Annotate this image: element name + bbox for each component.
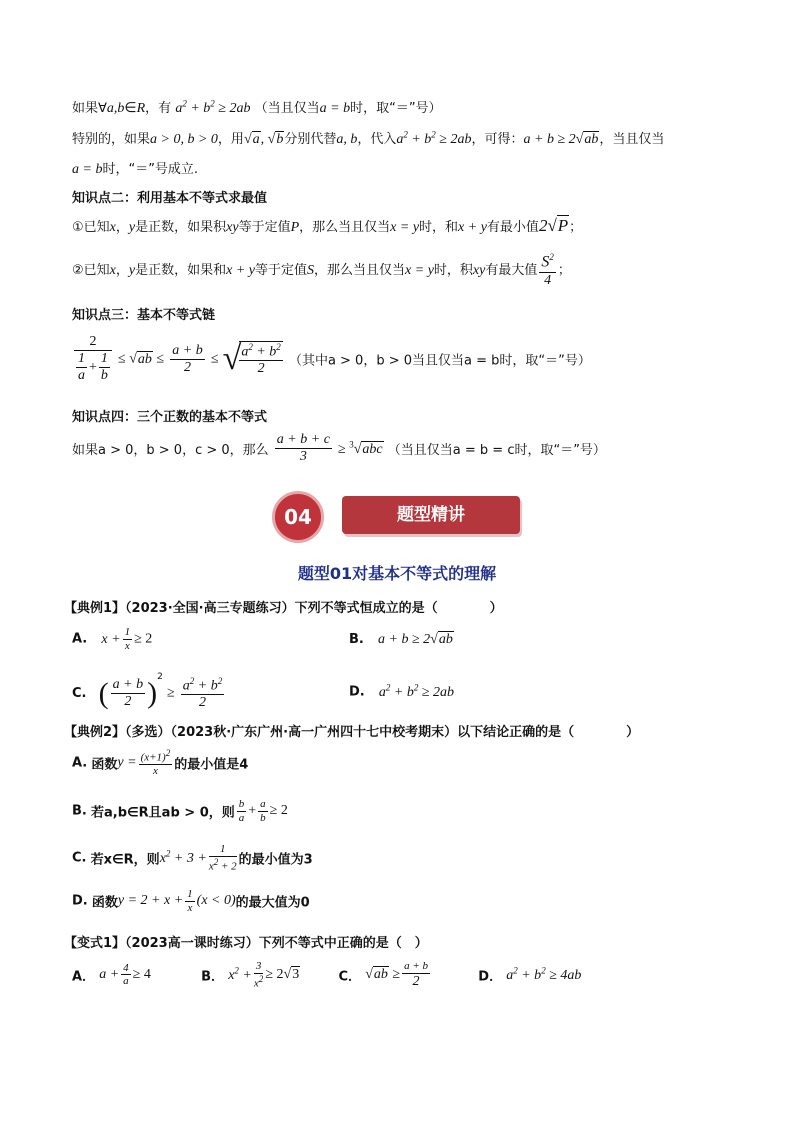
text: （当且仅当a = b = c时，取“＝”号） (387, 443, 606, 459)
math: xy (226, 220, 239, 235)
text: 是正数，如果积 (135, 220, 227, 235)
kp2-item-1 (72, 216, 582, 236)
text: ，当且仅当 (599, 132, 665, 147)
math: y (128, 262, 136, 278)
example-1-option-b (349, 632, 454, 648)
text: 若a,b∈R且ab > 0，则 (91, 805, 235, 821)
math: ≥ 2 (134, 631, 153, 647)
fraction: $\frac{a}{b}$ (260, 798, 266, 824)
example-1-option-d (349, 682, 454, 701)
fraction: $\frac{(x+1)^2}{x}$ (140, 748, 171, 778)
variant-1-options: A． a + $\frac{4}{a}$ ≥ 4 B． $x^2$ + $\frac{3}{x^2}$ ≥ 2√3 C． √ab ≥ $\frac{a + b}{2}$ D． $a^2 + b^2 \ge 4ab$ (72, 960, 582, 990)
text: ，那么当且仅当 (314, 262, 406, 278)
math: x + (101, 631, 121, 647)
section-title: 题型01对基本不等式的理解 (297, 564, 497, 583)
fraction: $\frac{b}{a}$ (238, 798, 245, 824)
math: √a, √b (243, 132, 284, 147)
math: a = b (319, 101, 351, 116)
math: x + y (226, 262, 255, 278)
text: 特别的，如果 (72, 132, 151, 147)
fraction: $\frac{4}{a}$ (123, 961, 129, 988)
example-1-option-c: C. ( $\frac{a + b}{2}$ )$^2$ ≥ $\frac{a^2 + b^2}{2}$ (72, 672, 223, 711)
fraction: $\frac{a^2 + b^2}{2}$ (241, 341, 281, 377)
text: 等于定值 (255, 262, 308, 278)
math: ≥ $^3$√abc (338, 439, 383, 457)
variant-1-header: 【变式1】（2023高一课时练习）下列不等式中正确的是（ ） (64, 936, 428, 951)
fraction: $\frac{1}{x^2 + 2}$ (208, 843, 237, 873)
text: ， (115, 262, 129, 278)
math: y = 2 + x + (117, 893, 184, 909)
text: 时，积 (433, 262, 473, 278)
paren: ( (98, 676, 109, 710)
kp2-item-2 (72, 252, 571, 289)
text: 的最大值为0 (235, 895, 310, 911)
kp2-heading: 知识点二：利用基本不等式求最值 (72, 191, 268, 206)
math: ≤ (210, 351, 219, 367)
text: 如果∀ (72, 101, 107, 116)
math: a = b (72, 162, 103, 177)
math: a + (99, 966, 120, 982)
option-label: D. (349, 684, 365, 700)
option-label: D. (72, 893, 88, 909)
math: y = (117, 754, 137, 770)
text: ，代入 (357, 132, 397, 147)
text: ，可得： (471, 132, 524, 147)
math: 2√P (538, 216, 569, 235)
fraction: $\frac{a + b}{2}$ (172, 342, 203, 375)
math: x = y (405, 262, 434, 278)
math: $a^2 + b^2 \ge 2ab$ (396, 129, 472, 147)
example-2-option-c (72, 843, 313, 873)
text: ，那么当且仅当 (299, 220, 391, 235)
text: 时，取“＝”号） (350, 101, 442, 116)
option-label: B. (72, 803, 87, 819)
kp3-chain (72, 334, 591, 384)
option-label: A． (72, 969, 96, 985)
text: 是正数，如果和 (135, 262, 227, 278)
math: $a^2 + b^2 \ge 4ab$ (506, 965, 582, 984)
intro-line-3 (72, 158, 198, 178)
section-number-badge: 04 (272, 491, 324, 543)
fraction: $\frac{1}{x}$ (187, 888, 193, 914)
math: x (109, 220, 116, 235)
fraction: $\frac{a + b + c}{3}$ (276, 432, 330, 465)
text: 函数 (91, 757, 118, 773)
text: 的最小值是4 (174, 757, 249, 773)
math: a > 0, b > 0 (150, 132, 218, 147)
text: ； (569, 220, 583, 235)
fraction: $\frac{1}{x}$ (124, 626, 131, 652)
kp3-heading: 知识点三：基本不等式链 (72, 308, 216, 323)
math: $x^2$ + (228, 965, 252, 984)
math: $a^2 + b^2 \ge 2ab$ (175, 98, 251, 116)
example-2-option-b: B. 若a,b∈R且ab > 0，则 $\frac{b}{a}$ + $\frac{a}{b}$ ≥ 2 (72, 798, 288, 824)
example-2-header: 【典例2】（多选）（2023秋·广东广州·高一广州四十七中校考期末）以下结论正确的是（ ） (64, 725, 640, 740)
option-label: A. (72, 631, 88, 647)
math: x + y (458, 220, 487, 235)
text: ②已知 (72, 262, 110, 278)
sqrt-sign: √ (222, 340, 242, 378)
math: xy (472, 262, 486, 278)
text: 的最小值为3 (238, 852, 313, 868)
text: ，有 (145, 101, 172, 116)
math: a + b ≥ 2√ab (523, 132, 599, 147)
math: ≤ √ab ≤ (118, 351, 165, 367)
text: 时，“＝”号成立. (102, 162, 199, 177)
kp4-line (72, 432, 606, 465)
math: R (136, 101, 146, 116)
text: 若x∈R，则 (90, 852, 160, 868)
kp4-heading: 知识点四：三个正数的基本不等式 (72, 410, 268, 425)
fraction: 2 $\frac{1}{a}$ + $\frac{1}{b}$ (74, 334, 112, 384)
option-label: C. (72, 686, 87, 701)
option-label: A. (72, 755, 88, 771)
text: 等于定值 (238, 220, 291, 235)
intro-line-1 (72, 97, 442, 117)
fraction: $\frac{a + b}{2}$ (404, 960, 429, 989)
math: a + b ≥ 2√ab (378, 632, 453, 647)
option-label: D． (478, 969, 503, 985)
math: x = y (390, 220, 420, 235)
option-label: C． (338, 969, 362, 985)
math: x (109, 262, 116, 278)
text: ①已知 (72, 220, 110, 235)
paren: ) (147, 676, 158, 710)
text: ； (557, 262, 571, 278)
option-label: C. (72, 850, 87, 866)
math: ∈ (124, 101, 137, 116)
math: y (128, 220, 136, 235)
math: S (307, 262, 315, 278)
example-1-header: 【典例1】（2023·全国·高三专题练习）下列不等式恒成立的是（ ） (64, 601, 503, 616)
text: 如果a > 0，b > 0，c > 0，那么 (72, 443, 269, 459)
text: 分别代替 (284, 132, 337, 147)
fraction: $\frac{a^2 + b^2}{2}$ (182, 675, 223, 711)
text: 时，和 (419, 220, 459, 235)
section-ribbon-title: 题型精讲 (342, 496, 520, 534)
option-label: B． (201, 969, 225, 985)
math: ≥ (166, 685, 175, 701)
text: ， (115, 220, 129, 235)
text: 函数 (91, 895, 118, 911)
math: P (290, 220, 300, 235)
math: $a^2 + b^2 \ge 2ab$ (378, 682, 455, 700)
option-label: B. (349, 632, 364, 647)
text: （当且仅当 (254, 101, 320, 116)
example-1-option-a (72, 626, 152, 652)
math: a, b (336, 132, 358, 147)
fraction: $\frac{a + b}{2}$ (112, 676, 144, 709)
text: 有最小值 (486, 220, 539, 235)
fraction: $\frac{3}{x^2}$ (253, 960, 264, 990)
text: ，用 (217, 132, 244, 147)
fraction: $\frac{S^2}{4}$ (541, 252, 554, 288)
math: $x^2 + 3$ + (159, 848, 207, 867)
example-2-option-a (72, 748, 248, 778)
section-banner (272, 491, 524, 543)
intro-line-2 (72, 128, 664, 148)
text: （其中a > 0，b > 0当且仅当a = b时，取“＝”号） (288, 353, 591, 369)
text: 有最大值 (485, 262, 538, 278)
math: a,b (106, 101, 125, 116)
example-2-option-d: D. 函数y = 2 + x + $\frac{1}{x}$ (x < 0)的最大值为0 (72, 888, 310, 914)
math: √ab ≥ (365, 966, 401, 982)
